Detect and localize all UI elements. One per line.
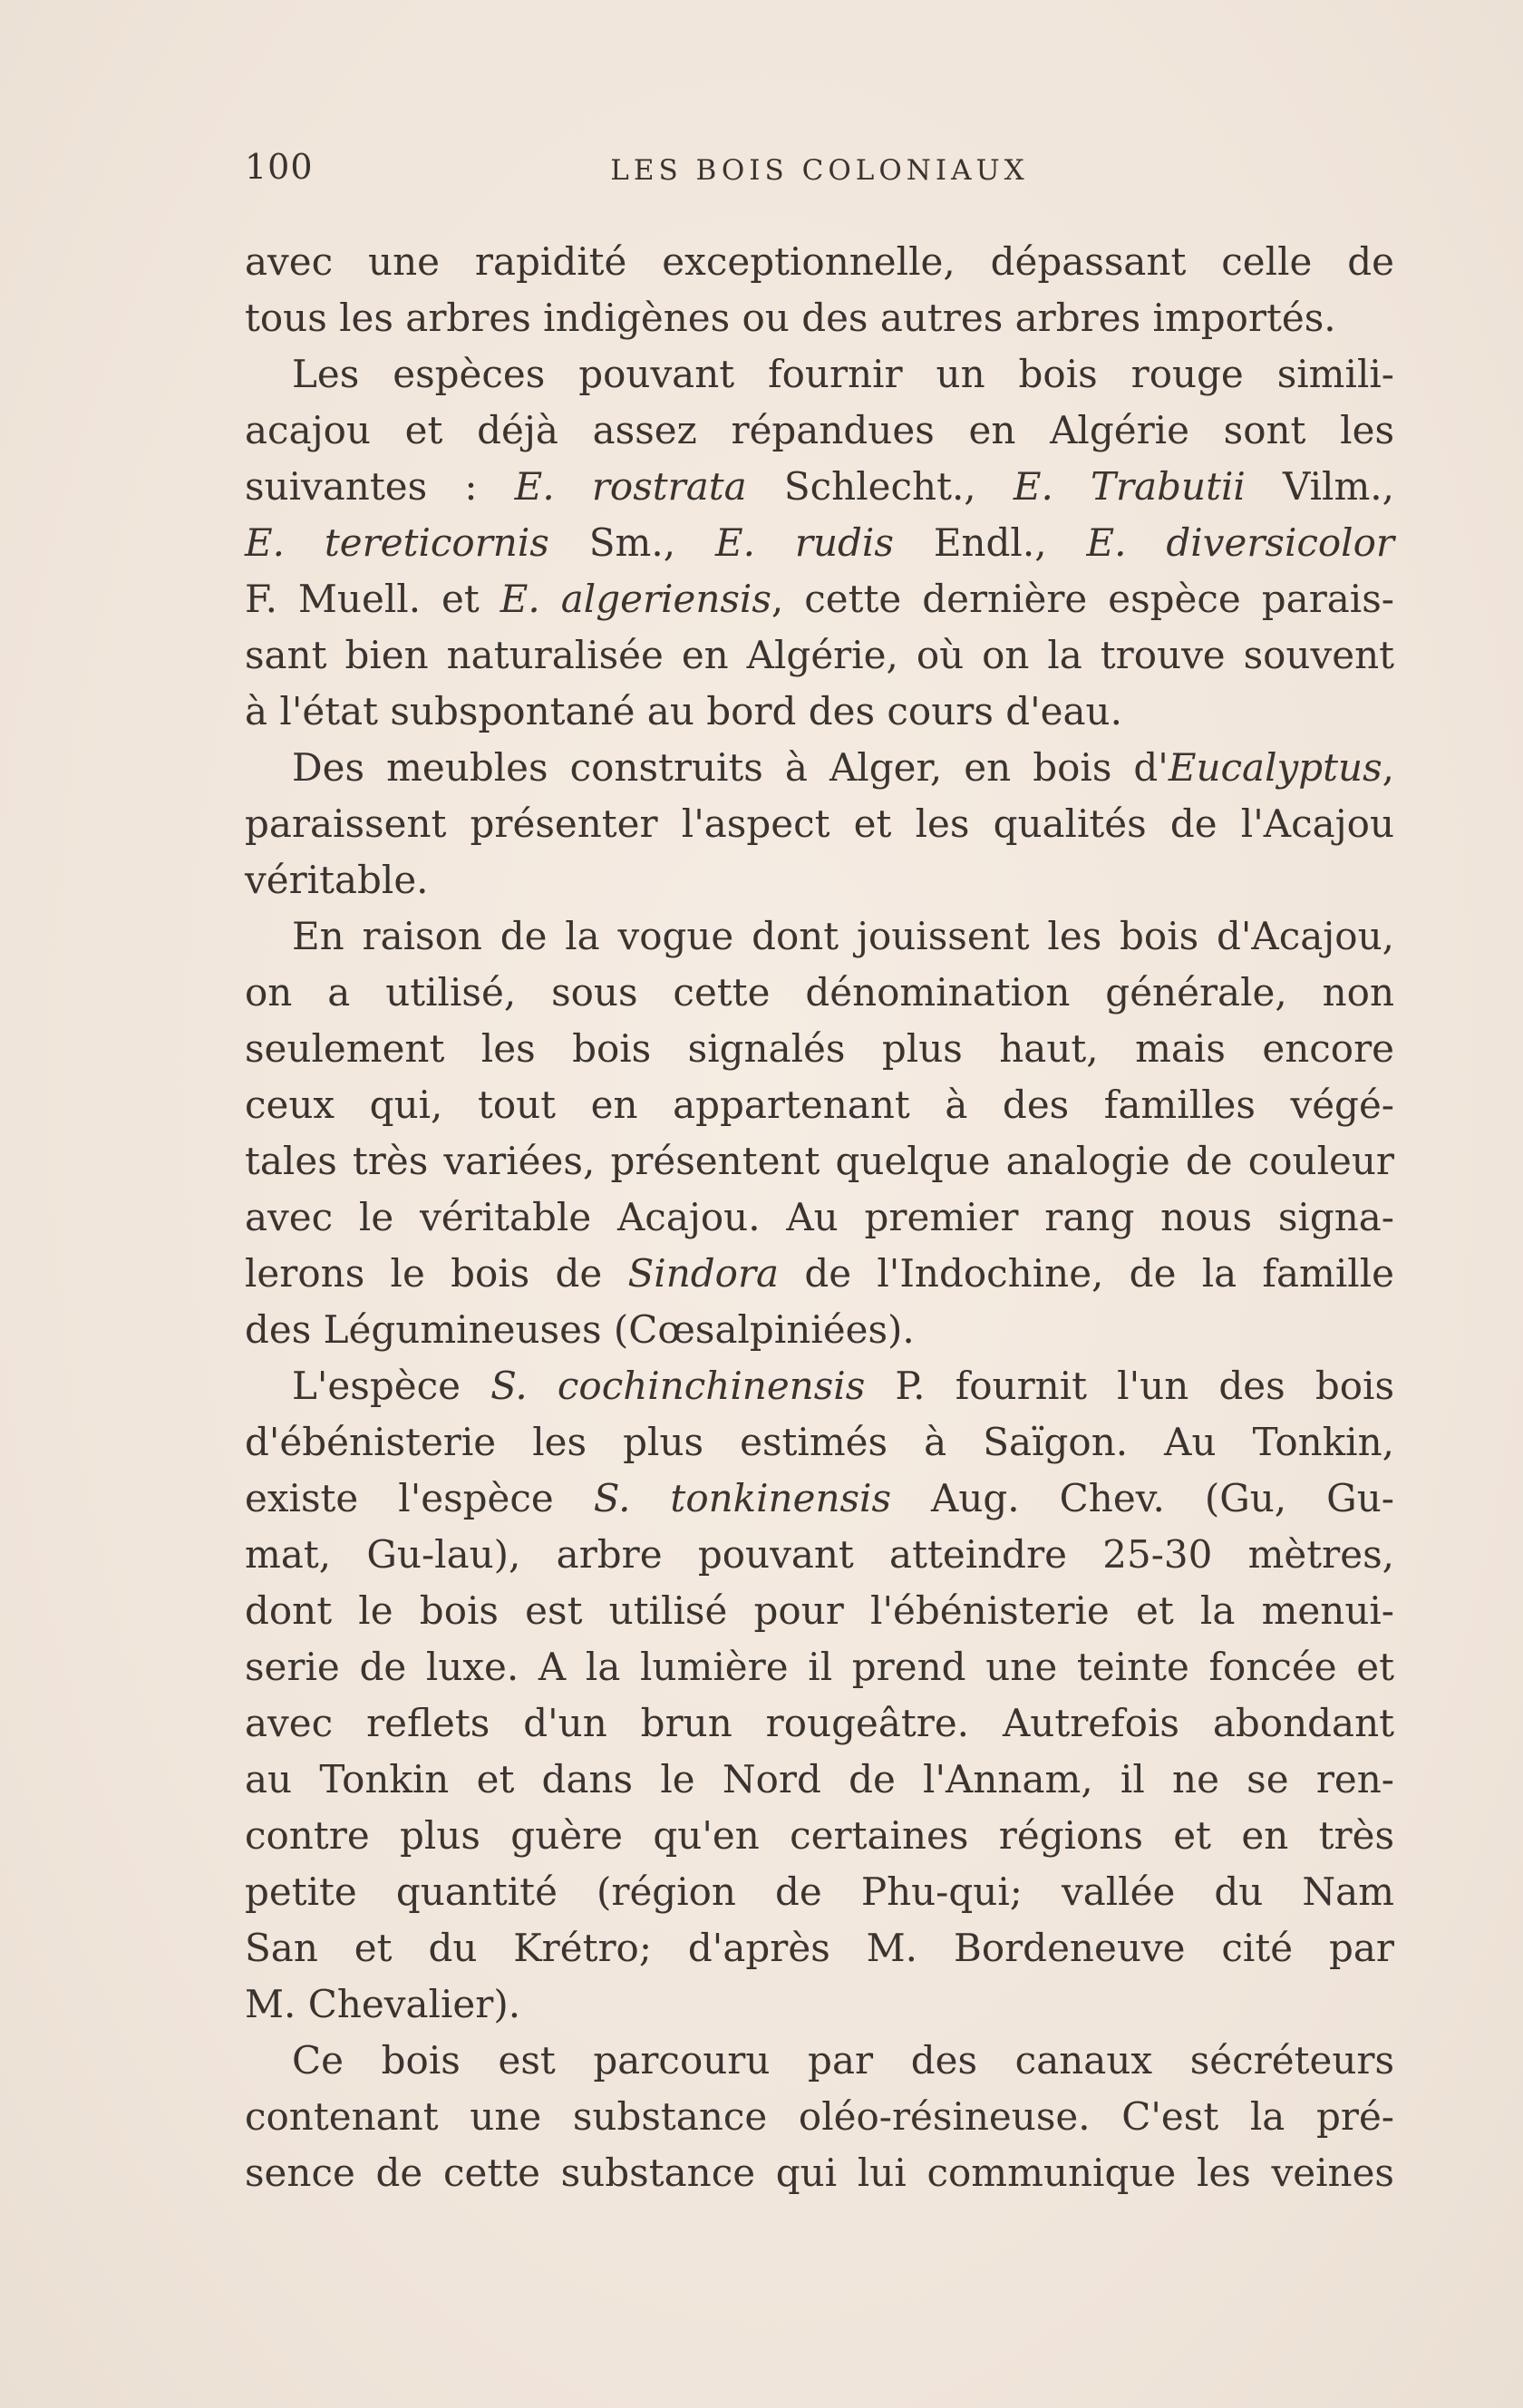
text-line: avec le véritable Acajou. Au premier rang nous signa- [245,1195,1394,1239]
text-line [245,515,1394,571]
text-line [245,571,1394,627]
text-line: San et du Krétro; d'après M. Bordeneuve cité par [245,1926,1394,1970]
text-run: Des meubles construits à Alger, en bois d' [292,745,1169,790]
italic-taxon: S. tonkinensis [593,1476,892,1520]
text-line: au Tonkin et dans le Nord de l'Annam, il ne se ren- [245,1757,1394,1801]
text-line: tous les arbres indigènes ou des autres arbres importés. [245,296,1336,340]
text-line: contre plus guère qu'en certaines régions et en très [245,1813,1394,1858]
italic-taxon: E. diversicolor [1086,520,1394,565]
text-line [245,1358,1394,1414]
text-run: , [1382,745,1394,790]
italic-taxon: E. Trabutii [1013,464,1246,509]
italic-taxon: E. rudis [714,520,894,565]
text-line: des Légumineuses (Cœsalpiniées). [245,1307,915,1352]
text-line: à l'état subspontané au bord des cours d'eau. [245,689,1122,733]
text-line: Ce bois est parcouru par des canaux sécréteurs [292,2038,1394,2083]
text-run: , cette dernière espèce parais- [771,577,1394,621]
text-line: M. Chevalier). [245,1982,521,2026]
page-number: 100 [245,147,314,187]
text-line: paraissent présenter l'aspect et les qualités de l'Acajou [245,801,1394,846]
text-line [245,740,1394,796]
text-run: Aug. Chev. (Gu, Gu- [891,1476,1394,1520]
body-text [245,234,1394,2201]
text-run: P. fournit l'un des bois [865,1364,1395,1408]
italic-taxon: E. algeriensis [500,577,771,621]
running-title: LES BOIS COLONIAUX [610,154,1029,187]
text-line: acajou et déjà assez répandues en Algérie sont les [245,408,1394,452]
text-line [245,459,1394,515]
text-line [245,1246,1394,1302]
text-run: Endl., [893,520,1087,565]
text-line: avec reflets d'un brun rougeâtre. Autrefois abondant [245,1701,1394,1745]
text-run: L'espèce [292,1364,491,1408]
text-run: Sm., [548,520,715,565]
text-run: Vilm., [1245,464,1394,509]
text-line: sence de cette substance qui lui communique les veines [245,2151,1394,2195]
text-line: tales très variées, présentent quelque analogie de couleur [245,1139,1394,1183]
text-line: serie de luxe. A la lumière il prend une teinte foncée et [245,1645,1394,1689]
text-line: contenant une substance oléo-résineuse. C'est la pré- [245,2094,1394,2139]
text-line: mat, Gu-lau), arbre pouvant atteindre 25-30 mètres, [245,1532,1394,1577]
text-run: F. Muell. et [245,577,500,621]
text-line [245,1471,1394,1527]
italic-taxon: E. tereticornis [245,520,549,565]
text-line: seulement les bois signalés plus haut, mais encore [245,1026,1394,1071]
text-line: avec une rapidité exceptionnelle, dépassant celle de [245,239,1394,284]
text-line: Les espèces pouvant fournir un bois rouge simili- [292,352,1394,396]
text-line: véritable. [245,858,429,902]
text-run: Schlecht., [746,464,1014,509]
text-line: dont le bois est utilisé pour l'ébénisterie et la menui- [245,1588,1394,1633]
italic-taxon: Eucalyptus [1168,745,1382,790]
text-line: En raison de la vogue dont jouissent les bois d'Acajou, [292,914,1394,958]
text-line: ceux qui, tout en appartenant à des familles végé- [245,1083,1394,1127]
text-line: d'ébénisterie les plus estimés à Saïgon. Au Tonkin, [245,1420,1394,1464]
italic-taxon: E. rostrata [514,464,747,509]
text-run: lerons le bois de [245,1251,628,1296]
italic-taxon: Sindora [627,1251,780,1296]
text-run: de l'Indochine, de la famille [779,1251,1394,1296]
text-line: petite quantité (région de Phu-qui; vallée du Nam [245,1869,1394,1914]
text-run: suivantes : [245,464,515,509]
text-line: on a utilisé, sous cette dénomination générale, non [245,970,1394,1015]
text-run: existe l'espèce [245,1476,594,1520]
text-line: sant bien naturalisée en Algérie, où on la trouve souvent [245,633,1394,677]
page-header [245,147,1394,192]
italic-taxon: S. cochinchinensis [490,1364,866,1408]
